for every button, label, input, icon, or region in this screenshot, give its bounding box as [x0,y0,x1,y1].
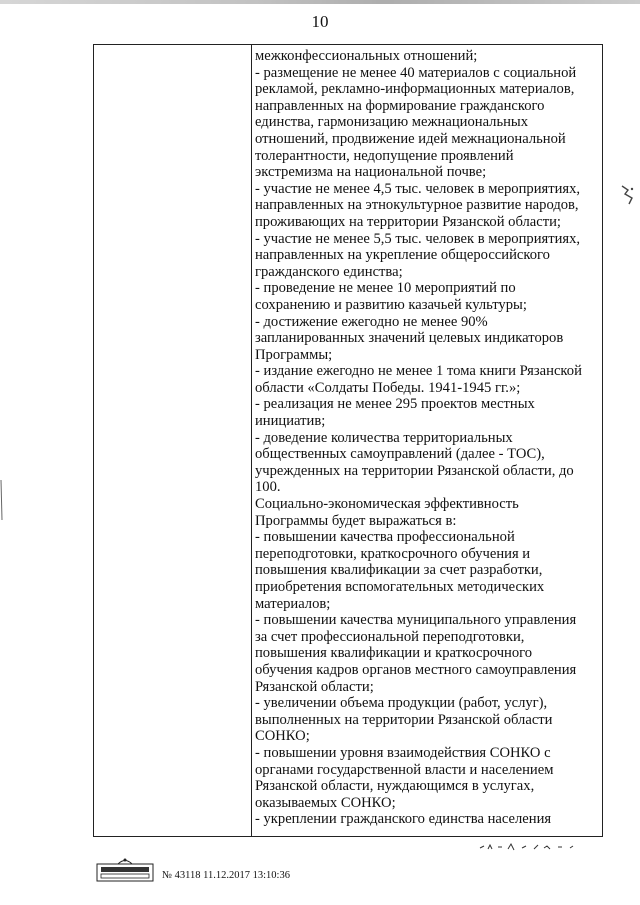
text-line: повышения квалификации за счет разработки, [255,562,543,579]
text-line: инициатив; [255,413,326,430]
registration-footer [96,856,416,886]
text-line: учрежденных на территории Рязанской области, до [255,462,574,479]
text-line: - реализация не менее 295 проектов местных [255,396,535,413]
text-line: Социально-экономическая эффективность [255,496,519,513]
text-line: СОНКО; [255,728,310,745]
text-line: межконфессиональных отношений; [255,48,478,64]
text-line: материалов; [255,595,331,612]
text-line: выполненных на территории Рязанской области [255,711,553,728]
text-line: запланированных значений целевых индикаторов [255,330,564,347]
table-left-cell [94,45,252,836]
text-line: направленных на формирование гражданского [255,97,545,114]
text-line: повышения квалификации и краткосрочного [255,645,533,662]
text-line: рекламой, рекламно-информационных материалов, [255,81,575,98]
text-line: - размещение не менее 40 материалов с социальной [255,64,577,81]
text-line: Программы будет выражаться в: [255,512,457,529]
text-line: отношений, продвижение идей межнациональной [255,130,566,147]
text-line: Рязанской области; [255,678,374,695]
scan-artifact-icon [0,480,4,520]
program-table [93,44,603,837]
document-registration-stamp: № 43118 11.12.2017 13:10:36 [162,870,290,881]
text-line: проживающих на территории Рязанской области; [255,213,561,230]
text-line: 100. [255,479,281,496]
text-line: - издание ежегодно не менее 1 тома книги Рязанской [255,363,582,380]
text-line: оказываемых СОНКО; [255,794,396,811]
text-line: - проведение не менее 10 мероприятий по [255,280,516,297]
text-line: - участие не менее 4,5 тыс. человек в мероприятиях, [255,180,581,197]
text-line: Программы; [255,346,333,363]
text-line: - повышении качества муниципального управления [255,612,577,629]
text-line: - достижение ежегодно не менее 90% [255,313,488,330]
text-line: - укреплении гражданского единства населения [255,811,552,828]
scan-top-edge [0,0,640,4]
table-right-cell [255,48,600,828]
text-line: - повышении качества профессиональной [255,529,515,546]
text-line: области «Солдаты Победы. 1941-1945 гг.»; [255,379,521,396]
text-line: обучения кадров органов местного самоуправления [255,661,577,678]
text-line: сохранению и развитию казачьей культуры; [255,296,527,313]
scan-artifact-icon [620,184,636,206]
text-line: приобретения вспомогательных методических [255,579,545,595]
text-line: - участие не менее 5,5 тыс. человек в мероприятиях, [255,230,581,247]
text-line: общественных самоуправлений (далее - ТОС), [255,446,545,463]
text-line: за счет профессиональной переподготовки, [255,628,525,645]
text-line: органами государственной власти и населением [255,761,554,778]
text-line: Рязанской области, нуждающимся в услугах, [255,778,535,795]
text-line: переподготовки, краткосрочного обучения и [255,545,531,562]
text-line: - повышении уровня взаимодействия СОНКО с [255,744,551,761]
text-line: гражданского единства; [255,263,403,280]
text-line: - увеличении объема продукции (работ, услуг), [255,695,548,712]
handwritten-scribble-icon [478,841,588,853]
text-line: единства, гармонизацию межнациональных [255,114,529,131]
text-line: толерантности, недопущение проявлений [255,147,514,164]
text-line: экстремизма на национальной почве; [255,164,487,181]
page-number: 10 [311,12,329,31]
registry-stamp-logo [96,856,154,882]
text-line: - доведение количества территориальных [255,429,513,446]
text-line: направленных на укрепление общероссийского [255,247,550,264]
text-line: направленных на этнокультурное развитие народов, [255,197,579,214]
